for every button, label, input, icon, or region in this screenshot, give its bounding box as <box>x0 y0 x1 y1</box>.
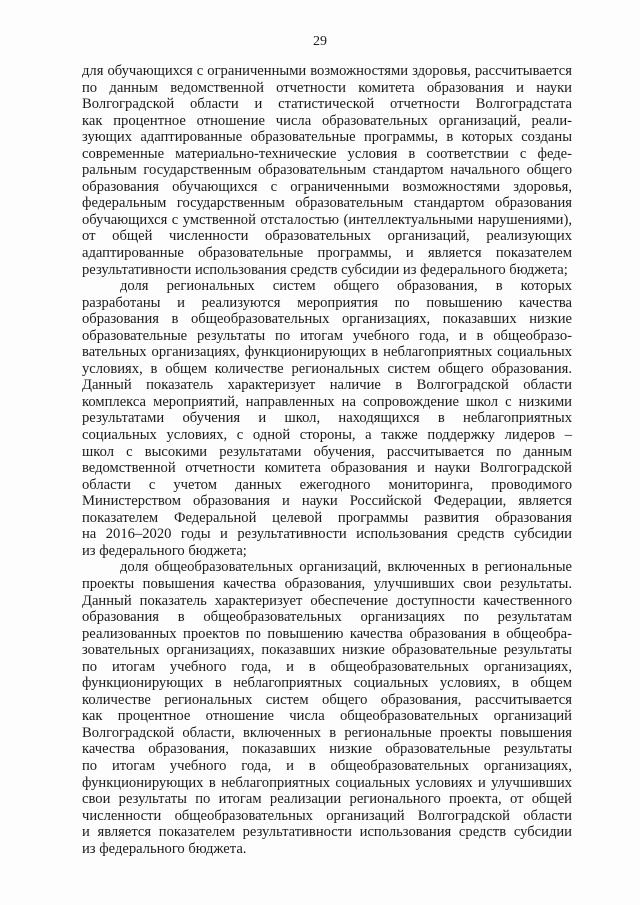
text-line: функционирующих в неблагоприятных социальных условиях, в общем <box>82 675 572 692</box>
text-line: численности общеобразовательных организаций Волгоградской области <box>82 807 572 824</box>
text-line: и является показателем результативности использования средств субсидии <box>82 824 572 841</box>
text-line: на 2016–2020 годы и результативности использования средств субсидии <box>82 526 572 543</box>
text-line: образования в общеобразовательных организациях, показавших низкие <box>82 311 572 328</box>
paragraph-1 <box>82 63 572 278</box>
text-line: школ с высокими результатами обучения, рассчитывается по данным <box>82 443 572 460</box>
text-line: зовательных организациях, показавших низкие образовательные результаты <box>82 642 572 659</box>
text-line: ведомственной отчетности комитета образования и науки Волгоградской <box>82 460 572 477</box>
text-line: от общей численности образовательных организаций, реализующих <box>82 228 572 245</box>
text-line: показателем Федеральной целевой программы развития образования <box>82 509 572 526</box>
text-line: зующих адаптированные образовательные программы, в которых созданы <box>82 129 572 146</box>
text-line: ральным государственным образовательным стандартом начального общего <box>82 162 572 179</box>
text-line: современные материально-технические условия в соответствии с феде- <box>82 145 572 162</box>
text-line: комплекса мероприятий, направленных на сопровождение школ с низкими <box>82 393 572 410</box>
text-line: проекты повышения качества образования, улучшивших свои результаты. <box>82 575 572 592</box>
text-line: количестве региональных систем общего образования, рассчитывается <box>82 691 572 708</box>
text-line: Министерством образования и науки Российской Федерации, является <box>82 493 572 510</box>
text-line: социальных условиях, с одной стороны, а также поддержку лидеров – <box>82 427 572 444</box>
text-line: обучающихся с умственной отсталостью (интеллектуальными нарушениями), <box>82 211 572 228</box>
text-line: адаптированные образовательные программы, и является показателем <box>82 245 572 262</box>
text-line: вательных организациях, функционирующих в неблагоприятных социальных <box>82 344 572 361</box>
text-line: для обучающихся с ограниченными возможностями здоровья, рассчитывается <box>82 63 572 79</box>
text-line: функционирующих в неблагоприятных социальных условиях и улучшивших <box>82 774 572 791</box>
text-line: результативности использования средств субсидии из федерального бюджета; <box>82 261 568 278</box>
text-line: качества образования, показавших низкие образовательные результаты <box>82 741 572 758</box>
text-line: по итогам учебного года, и в общеобразовательных организациях, <box>82 658 572 675</box>
text-line: Данный показатель характеризует обеспечение доступности качественного <box>82 592 572 609</box>
page-number: 29 <box>313 34 327 49</box>
text-line: по данным ведомственной отчетности комитета образования и науки <box>82 79 572 96</box>
body-text <box>82 63 572 857</box>
text-line: результатами обучения и школ, находящихся в неблагоприятных <box>82 410 572 427</box>
text-line: из федерального бюджета; <box>82 542 247 559</box>
text-line: федеральным государственным образовательным стандартом образования <box>82 195 572 212</box>
text-line: доля общеобразовательных организаций, включенных в региональные <box>120 559 572 576</box>
text-line: разработаны и реализуются мероприятия по повышению качества <box>82 294 572 311</box>
text-line: как процентное отношение числа образовательных организаций, реали- <box>82 112 572 129</box>
text-line: Волгоградской области и статистической отчетности Волгоградстата <box>82 96 572 113</box>
text-line: образования обучающихся с ограниченными возможностями здоровья, <box>82 178 572 195</box>
paragraph-2 <box>82 278 572 559</box>
text-line: из федерального бюджета. <box>82 840 247 857</box>
text-line: условиях, в общем количестве региональных систем общего образования. <box>82 360 572 377</box>
text-line: области с учетом данных ежегодного мониторинга, проводимого <box>82 476 572 493</box>
text-line: свои результаты по итогам реализации регионального проекта, от общей <box>82 791 572 808</box>
text-line: Волгоградской области, включенных в региональные проекты повышения <box>82 724 572 741</box>
paragraph-3 <box>82 559 572 857</box>
text-line: по итогам учебного года, и в общеобразовательных организациях, <box>82 757 572 774</box>
text-line: Данный показатель характеризует наличие в Волгоградской области <box>82 377 572 394</box>
text-line: доля региональных систем общего образования, в которых <box>120 278 572 295</box>
text-line: образовательные результаты по итогам учебного года, и в общеобразо- <box>82 327 572 344</box>
text-line: образования в общеобразовательных организациях по результатам <box>82 609 572 626</box>
text-line: реализованных проектов по повышению качества образования в общеобра- <box>82 625 572 642</box>
text-line: как процентное отношение числа общеобразовательных организаций <box>82 708 572 725</box>
